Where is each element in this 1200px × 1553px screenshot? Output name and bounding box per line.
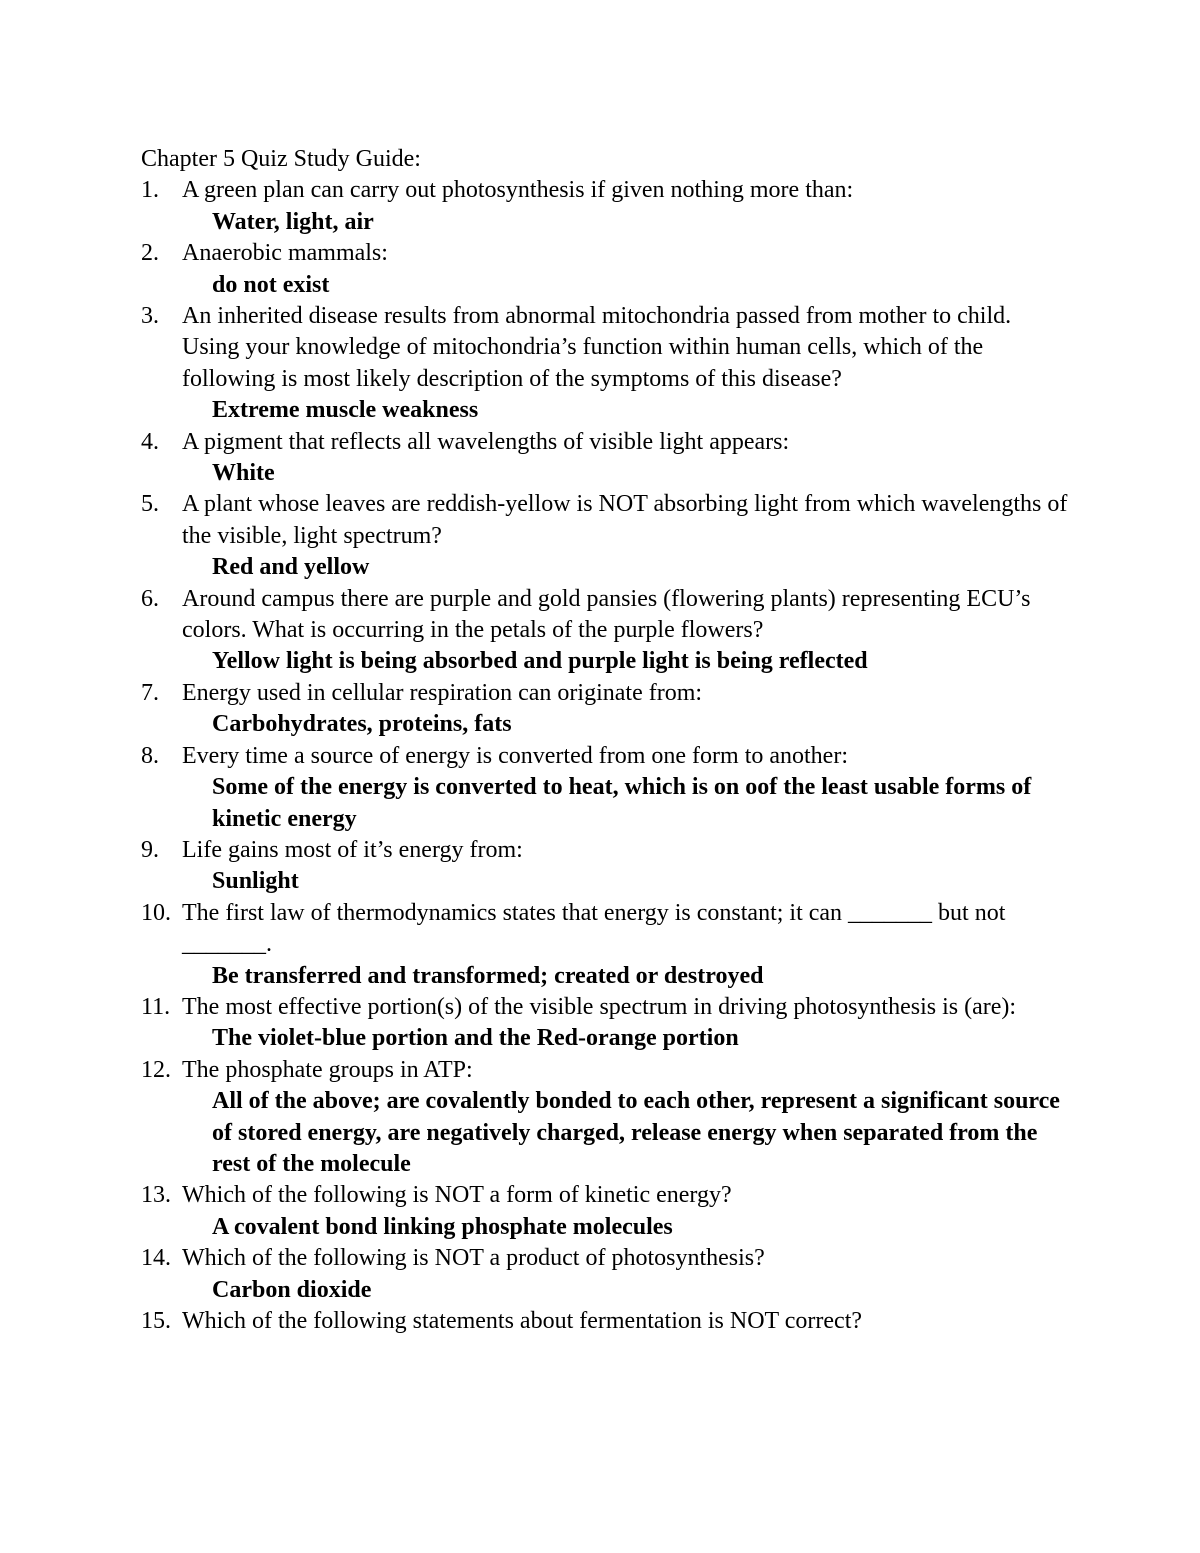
answer-9: Sunlight <box>212 868 299 895</box>
question-number: 5. <box>141 491 159 518</box>
question-number: 2. <box>141 240 159 267</box>
answer-10: Be transferred and transformed; created or destroyed <box>212 962 764 989</box>
question-5 <box>141 489 1071 552</box>
document-content <box>141 144 1071 1337</box>
answer-14: Carbon dioxide <box>212 1276 372 1303</box>
answer-4: White <box>212 460 275 487</box>
question-number: 14. <box>141 1245 171 1272</box>
question-text: An inherited disease results from abnormal mitochondria passed from mother to child. Using your knowledge of mitochondria’s function within human cells, which of the following is most likely description of the symptoms of this disease? <box>182 303 1012 392</box>
question-number: 6. <box>141 585 159 612</box>
question-text: Which of the following is NOT a form of kinetic energy? <box>182 1182 732 1209</box>
question-13 <box>141 1180 1071 1211</box>
question-number: 15. <box>141 1308 171 1335</box>
question-text: Energy used in cellular respiration can originate from: <box>182 679 703 706</box>
question-6 <box>141 584 1071 647</box>
question-4 <box>141 427 1071 458</box>
question-number: 11. <box>141 993 171 1020</box>
question-text: The phosphate groups in ATP: <box>182 1056 473 1083</box>
question-text: A pigment that reflects all wavelengths of visible light appears: <box>182 428 790 455</box>
question-text: A green plan can carry out photosynthesis if given nothing more than: <box>182 177 854 204</box>
answer-1: Water, light, air <box>212 208 374 235</box>
question-number: 9. <box>141 836 159 863</box>
question-text: Anaerobic mammals: <box>182 240 388 267</box>
question-text: Around campus there are purple and gold pansies (flowering plants) representing ECU’s colors. What is occurring in the petals of the purple flowers? <box>182 585 1031 644</box>
question-number: 13. <box>141 1182 171 1209</box>
question-9 <box>141 835 1071 866</box>
answer-7: Carbohydrates, proteins, fats <box>212 711 512 738</box>
question-text: The first law of thermodynamics states that energy is constant; it can _______ but not _______. <box>182 899 1006 958</box>
answer-11: The violet-blue portion and the Red-orange portion <box>212 1025 739 1052</box>
question-10 <box>141 898 1071 961</box>
question-2 <box>141 238 1071 269</box>
question-number: 1. <box>141 177 159 204</box>
question-text: A plant whose leaves are reddish-yellow is NOT absorbing light from which wavelengths of the visible, light spectrum? <box>182 491 1068 549</box>
answer-13: A covalent bond linking phosphate molecules <box>212 1213 673 1240</box>
question-11 <box>141 992 1071 1023</box>
question-1 <box>141 175 1071 206</box>
question-7 <box>141 678 1071 709</box>
answer-6: Yellow light is being absorbed and purple light is being reflected <box>212 648 868 675</box>
question-text: The most effective portion(s) of the visible spectrum in driving photosynthesis is (are): <box>182 993 1017 1020</box>
answer-12: All of the above; are covalently bonded to each other, represent a significant source of stored energy, are negatively charged, release energy when separated from the rest of the molecule <box>212 1088 1060 1177</box>
question-text: Life gains most of it’s energy from: <box>182 836 523 863</box>
answer-2: do not exist <box>212 271 330 298</box>
question-text: Which of the following statements about fermentation is NOT correct? <box>182 1308 863 1335</box>
question-number: 10. <box>141 899 171 926</box>
question-number: 3. <box>141 303 159 330</box>
question-number: 4. <box>141 428 159 455</box>
question-12 <box>141 1055 1071 1086</box>
question-8 <box>141 741 1071 772</box>
answer-5: Red and yellow <box>212 554 370 581</box>
question-number: 7. <box>141 679 159 706</box>
answer-8: Some of the energy is converted to heat, which is on oof the least usable forms of kinetic energy <box>212 774 1032 832</box>
question-number: 12. <box>141 1056 171 1083</box>
question-text: Which of the following is NOT a product of photosynthesis? <box>182 1245 765 1272</box>
question-15 <box>141 1306 1071 1337</box>
question-number: 8. <box>141 742 159 769</box>
answer-3: Extreme muscle weakness <box>212 397 479 424</box>
question-text: Every time a source of energy is converted from one form to another: <box>182 742 848 769</box>
question-14 <box>141 1243 1071 1274</box>
document-title: Chapter 5 Quiz Study Guide: <box>141 146 421 172</box>
question-3 <box>141 301 1071 395</box>
